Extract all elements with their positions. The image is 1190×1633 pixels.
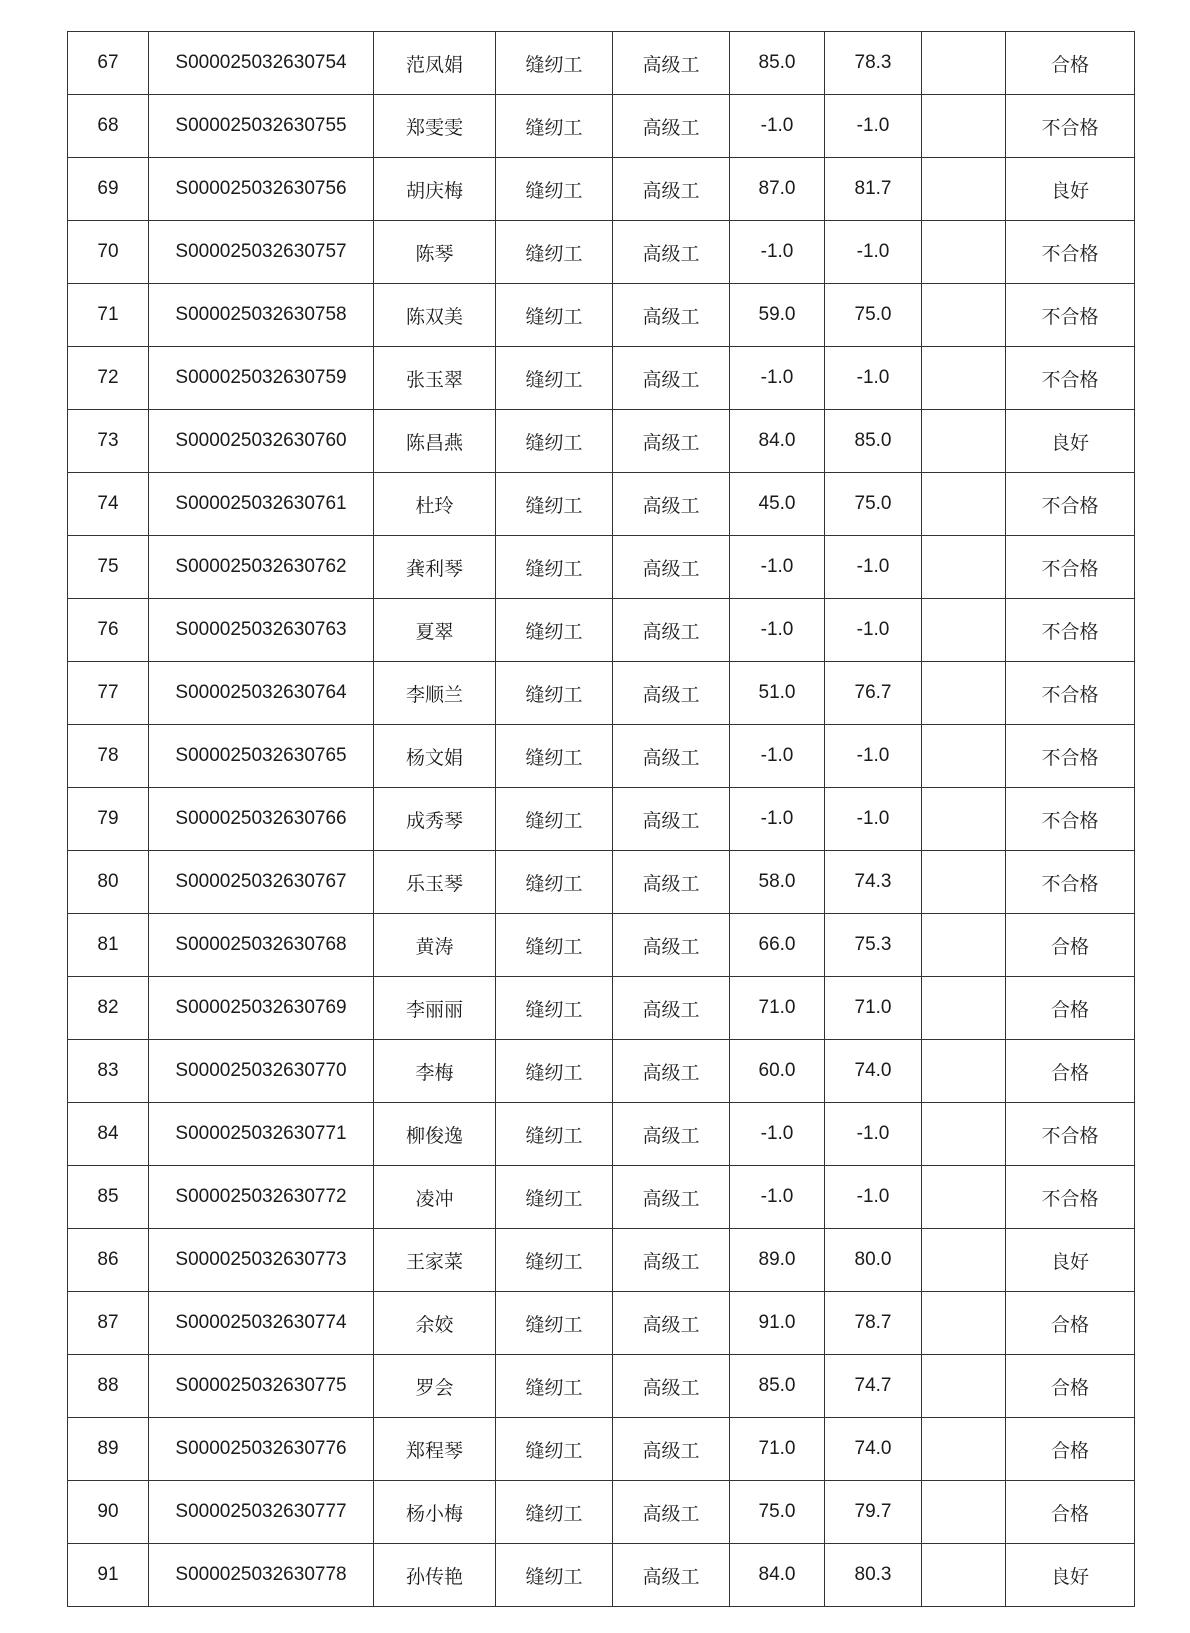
level-cell: 高级工 bbox=[613, 914, 730, 977]
skill-score-cell: 75.3 bbox=[825, 914, 922, 977]
remark-cell bbox=[922, 599, 1006, 662]
table-row bbox=[68, 473, 1135, 536]
remark-cell bbox=[922, 158, 1006, 221]
skill-score-cell: 74.0 bbox=[825, 1040, 922, 1103]
skill-score-cell: 74.0 bbox=[825, 1418, 922, 1481]
result-cell: 良好 bbox=[1006, 410, 1135, 473]
candidate-name-cell: 范凤娟 bbox=[374, 32, 496, 95]
level-cell: 高级工 bbox=[613, 284, 730, 347]
candidate-name-cell: 胡庆梅 bbox=[374, 158, 496, 221]
seq-cell: 78 bbox=[68, 725, 149, 788]
remark-cell bbox=[922, 1040, 1006, 1103]
seq-cell: 70 bbox=[68, 221, 149, 284]
table-row bbox=[68, 1418, 1135, 1481]
remark-cell bbox=[922, 1292, 1006, 1355]
trade-cell: 缝纫工 bbox=[496, 1229, 613, 1292]
candidate-name-cell: 陈琴 bbox=[374, 221, 496, 284]
candidate-name-cell: 凌冲 bbox=[374, 1166, 496, 1229]
ticket-number-cell: S000025032630759 bbox=[149, 347, 374, 410]
result-cell: 不合格 bbox=[1006, 1166, 1135, 1229]
candidate-name-cell: 李顺兰 bbox=[374, 662, 496, 725]
result-cell: 不合格 bbox=[1006, 347, 1135, 410]
seq-cell: 80 bbox=[68, 851, 149, 914]
seq-cell: 89 bbox=[68, 1418, 149, 1481]
table-row bbox=[68, 1166, 1135, 1229]
trade-cell: 缝纫工 bbox=[496, 410, 613, 473]
ticket-number-cell: S000025032630757 bbox=[149, 221, 374, 284]
skill-score-cell: 81.7 bbox=[825, 158, 922, 221]
seq-cell: 72 bbox=[68, 347, 149, 410]
result-cell: 不合格 bbox=[1006, 725, 1135, 788]
skill-score-cell: -1.0 bbox=[825, 788, 922, 851]
candidate-name-cell: 孙传艳 bbox=[374, 1544, 496, 1607]
result-cell: 合格 bbox=[1006, 1355, 1135, 1418]
level-cell: 高级工 bbox=[613, 788, 730, 851]
result-cell: 良好 bbox=[1006, 1229, 1135, 1292]
result-cell: 合格 bbox=[1006, 32, 1135, 95]
candidate-name-cell: 乐玉琴 bbox=[374, 851, 496, 914]
seq-cell: 76 bbox=[68, 599, 149, 662]
theory-score-cell: 85.0 bbox=[730, 32, 825, 95]
table-row bbox=[68, 410, 1135, 473]
trade-cell: 缝纫工 bbox=[496, 662, 613, 725]
ticket-number-cell: S000025032630755 bbox=[149, 95, 374, 158]
table-row bbox=[68, 1481, 1135, 1544]
candidate-name-cell: 陈昌燕 bbox=[374, 410, 496, 473]
ticket-number-cell: S000025032630775 bbox=[149, 1355, 374, 1418]
table-row bbox=[68, 536, 1135, 599]
remark-cell bbox=[922, 851, 1006, 914]
ticket-number-cell: S000025032630769 bbox=[149, 977, 374, 1040]
result-cell: 不合格 bbox=[1006, 662, 1135, 725]
trade-cell: 缝纫工 bbox=[496, 914, 613, 977]
seq-cell: 91 bbox=[68, 1544, 149, 1607]
remark-cell bbox=[922, 536, 1006, 599]
theory-score-cell: 75.0 bbox=[730, 1481, 825, 1544]
trade-cell: 缝纫工 bbox=[496, 347, 613, 410]
table-row bbox=[68, 599, 1135, 662]
ticket-number-cell: S000025032630766 bbox=[149, 788, 374, 851]
trade-cell: 缝纫工 bbox=[496, 284, 613, 347]
table-row bbox=[68, 788, 1135, 851]
skill-score-cell: -1.0 bbox=[825, 221, 922, 284]
seq-cell: 84 bbox=[68, 1103, 149, 1166]
candidate-name-cell: 陈双美 bbox=[374, 284, 496, 347]
trade-cell: 缝纫工 bbox=[496, 1355, 613, 1418]
remark-cell bbox=[922, 1481, 1006, 1544]
level-cell: 高级工 bbox=[613, 158, 730, 221]
skill-score-cell: 71.0 bbox=[825, 977, 922, 1040]
theory-score-cell: -1.0 bbox=[730, 788, 825, 851]
trade-cell: 缝纫工 bbox=[496, 977, 613, 1040]
level-cell: 高级工 bbox=[613, 1481, 730, 1544]
result-cell: 合格 bbox=[1006, 1292, 1135, 1355]
seq-cell: 86 bbox=[68, 1229, 149, 1292]
ticket-number-cell: S000025032630765 bbox=[149, 725, 374, 788]
level-cell: 高级工 bbox=[613, 410, 730, 473]
trade-cell: 缝纫工 bbox=[496, 1040, 613, 1103]
trade-cell: 缝纫工 bbox=[496, 1292, 613, 1355]
seq-cell: 68 bbox=[68, 95, 149, 158]
remark-cell bbox=[922, 788, 1006, 851]
table-row bbox=[68, 977, 1135, 1040]
theory-score-cell: 59.0 bbox=[730, 284, 825, 347]
seq-cell: 77 bbox=[68, 662, 149, 725]
candidate-name-cell: 李梅 bbox=[374, 1040, 496, 1103]
remark-cell bbox=[922, 473, 1006, 536]
result-cell: 合格 bbox=[1006, 1418, 1135, 1481]
theory-score-cell: 89.0 bbox=[730, 1229, 825, 1292]
remark-cell bbox=[922, 95, 1006, 158]
candidate-name-cell: 杨文娟 bbox=[374, 725, 496, 788]
skill-score-cell: 74.7 bbox=[825, 1355, 922, 1418]
seq-cell: 69 bbox=[68, 158, 149, 221]
ticket-number-cell: S000025032630777 bbox=[149, 1481, 374, 1544]
candidate-name-cell: 王家菜 bbox=[374, 1229, 496, 1292]
ticket-number-cell: S000025032630778 bbox=[149, 1544, 374, 1607]
candidate-name-cell: 罗会 bbox=[374, 1355, 496, 1418]
theory-score-cell: -1.0 bbox=[730, 347, 825, 410]
skill-score-cell: -1.0 bbox=[825, 1103, 922, 1166]
remark-cell bbox=[922, 284, 1006, 347]
result-cell: 不合格 bbox=[1006, 788, 1135, 851]
level-cell: 高级工 bbox=[613, 95, 730, 158]
ticket-number-cell: S000025032630770 bbox=[149, 1040, 374, 1103]
trade-cell: 缝纫工 bbox=[496, 473, 613, 536]
theory-score-cell: 71.0 bbox=[730, 1418, 825, 1481]
ticket-number-cell: S000025032630772 bbox=[149, 1166, 374, 1229]
table-row bbox=[68, 914, 1135, 977]
remark-cell bbox=[922, 914, 1006, 977]
table-row bbox=[68, 32, 1135, 95]
seq-cell: 88 bbox=[68, 1355, 149, 1418]
table-row bbox=[68, 1544, 1135, 1607]
ticket-number-cell: S000025032630761 bbox=[149, 473, 374, 536]
result-cell: 不合格 bbox=[1006, 221, 1135, 284]
exam-results-table bbox=[67, 31, 1135, 1607]
table-body bbox=[68, 32, 1135, 1607]
seq-cell: 85 bbox=[68, 1166, 149, 1229]
level-cell: 高级工 bbox=[613, 347, 730, 410]
theory-score-cell: 91.0 bbox=[730, 1292, 825, 1355]
seq-cell: 90 bbox=[68, 1481, 149, 1544]
trade-cell: 缝纫工 bbox=[496, 1544, 613, 1607]
remark-cell bbox=[922, 32, 1006, 95]
theory-score-cell: 45.0 bbox=[730, 473, 825, 536]
table-row bbox=[68, 347, 1135, 410]
level-cell: 高级工 bbox=[613, 1229, 730, 1292]
candidate-name-cell: 成秀琴 bbox=[374, 788, 496, 851]
trade-cell: 缝纫工 bbox=[496, 32, 613, 95]
candidate-name-cell: 黄涛 bbox=[374, 914, 496, 977]
remark-cell bbox=[922, 725, 1006, 788]
skill-score-cell: -1.0 bbox=[825, 536, 922, 599]
remark-cell bbox=[922, 221, 1006, 284]
candidate-name-cell: 郑雯雯 bbox=[374, 95, 496, 158]
theory-score-cell: 66.0 bbox=[730, 914, 825, 977]
trade-cell: 缝纫工 bbox=[496, 1166, 613, 1229]
theory-score-cell: -1.0 bbox=[730, 95, 825, 158]
remark-cell bbox=[922, 977, 1006, 1040]
theory-score-cell: -1.0 bbox=[730, 725, 825, 788]
result-cell: 不合格 bbox=[1006, 1103, 1135, 1166]
ticket-number-cell: S000025032630758 bbox=[149, 284, 374, 347]
table-row bbox=[68, 284, 1135, 347]
table-row bbox=[68, 1229, 1135, 1292]
remark-cell bbox=[922, 1166, 1006, 1229]
result-cell: 合格 bbox=[1006, 977, 1135, 1040]
trade-cell: 缝纫工 bbox=[496, 851, 613, 914]
theory-score-cell: 51.0 bbox=[730, 662, 825, 725]
skill-score-cell: 74.3 bbox=[825, 851, 922, 914]
skill-score-cell: -1.0 bbox=[825, 1166, 922, 1229]
skill-score-cell: 75.0 bbox=[825, 284, 922, 347]
table-row bbox=[68, 1292, 1135, 1355]
table-row bbox=[68, 158, 1135, 221]
ticket-number-cell: S000025032630764 bbox=[149, 662, 374, 725]
theory-score-cell: 87.0 bbox=[730, 158, 825, 221]
level-cell: 高级工 bbox=[613, 221, 730, 284]
ticket-number-cell: S000025032630763 bbox=[149, 599, 374, 662]
result-cell: 不合格 bbox=[1006, 536, 1135, 599]
theory-score-cell: 85.0 bbox=[730, 1355, 825, 1418]
result-cell: 良好 bbox=[1006, 158, 1135, 221]
ticket-number-cell: S000025032630773 bbox=[149, 1229, 374, 1292]
table-row bbox=[68, 1103, 1135, 1166]
trade-cell: 缝纫工 bbox=[496, 536, 613, 599]
candidate-name-cell: 郑程琴 bbox=[374, 1418, 496, 1481]
candidate-name-cell: 余姣 bbox=[374, 1292, 496, 1355]
result-cell: 合格 bbox=[1006, 1040, 1135, 1103]
level-cell: 高级工 bbox=[613, 599, 730, 662]
skill-score-cell: -1.0 bbox=[825, 347, 922, 410]
trade-cell: 缝纫工 bbox=[496, 1418, 613, 1481]
skill-score-cell: -1.0 bbox=[825, 95, 922, 158]
ticket-number-cell: S000025032630774 bbox=[149, 1292, 374, 1355]
candidate-name-cell: 柳俊逸 bbox=[374, 1103, 496, 1166]
skill-score-cell: 85.0 bbox=[825, 410, 922, 473]
theory-score-cell: -1.0 bbox=[730, 536, 825, 599]
result-cell: 不合格 bbox=[1006, 95, 1135, 158]
seq-cell: 67 bbox=[68, 32, 149, 95]
level-cell: 高级工 bbox=[613, 977, 730, 1040]
candidate-name-cell: 杜玲 bbox=[374, 473, 496, 536]
table-row bbox=[68, 221, 1135, 284]
result-cell: 不合格 bbox=[1006, 599, 1135, 662]
level-cell: 高级工 bbox=[613, 1355, 730, 1418]
candidate-name-cell: 龚利琴 bbox=[374, 536, 496, 599]
skill-score-cell: -1.0 bbox=[825, 725, 922, 788]
theory-score-cell: 84.0 bbox=[730, 1544, 825, 1607]
seq-cell: 71 bbox=[68, 284, 149, 347]
trade-cell: 缝纫工 bbox=[496, 221, 613, 284]
table-row bbox=[68, 95, 1135, 158]
level-cell: 高级工 bbox=[613, 851, 730, 914]
remark-cell bbox=[922, 410, 1006, 473]
level-cell: 高级工 bbox=[613, 32, 730, 95]
theory-score-cell: -1.0 bbox=[730, 221, 825, 284]
level-cell: 高级工 bbox=[613, 1040, 730, 1103]
seq-cell: 82 bbox=[68, 977, 149, 1040]
seq-cell: 79 bbox=[68, 788, 149, 851]
ticket-number-cell: S000025032630760 bbox=[149, 410, 374, 473]
skill-score-cell: 78.3 bbox=[825, 32, 922, 95]
ticket-number-cell: S000025032630756 bbox=[149, 158, 374, 221]
level-cell: 高级工 bbox=[613, 1103, 730, 1166]
trade-cell: 缝纫工 bbox=[496, 1481, 613, 1544]
theory-score-cell: 58.0 bbox=[730, 851, 825, 914]
seq-cell: 75 bbox=[68, 536, 149, 599]
trade-cell: 缝纫工 bbox=[496, 788, 613, 851]
ticket-number-cell: S000025032630754 bbox=[149, 32, 374, 95]
skill-score-cell: 78.7 bbox=[825, 1292, 922, 1355]
ticket-number-cell: S000025032630762 bbox=[149, 536, 374, 599]
level-cell: 高级工 bbox=[613, 473, 730, 536]
table-row bbox=[68, 662, 1135, 725]
result-cell: 不合格 bbox=[1006, 284, 1135, 347]
remark-cell bbox=[922, 1418, 1006, 1481]
candidate-name-cell: 杨小梅 bbox=[374, 1481, 496, 1544]
skill-score-cell: 76.7 bbox=[825, 662, 922, 725]
seq-cell: 81 bbox=[68, 914, 149, 977]
table-row bbox=[68, 851, 1135, 914]
seq-cell: 87 bbox=[68, 1292, 149, 1355]
remark-cell bbox=[922, 662, 1006, 725]
level-cell: 高级工 bbox=[613, 725, 730, 788]
theory-score-cell: -1.0 bbox=[730, 599, 825, 662]
result-cell: 合格 bbox=[1006, 914, 1135, 977]
remark-cell bbox=[922, 1103, 1006, 1166]
theory-score-cell: 71.0 bbox=[730, 977, 825, 1040]
level-cell: 高级工 bbox=[613, 662, 730, 725]
result-cell: 不合格 bbox=[1006, 851, 1135, 914]
skill-score-cell: 80.0 bbox=[825, 1229, 922, 1292]
theory-score-cell: 84.0 bbox=[730, 410, 825, 473]
theory-score-cell: -1.0 bbox=[730, 1103, 825, 1166]
skill-score-cell: 75.0 bbox=[825, 473, 922, 536]
seq-cell: 73 bbox=[68, 410, 149, 473]
seq-cell: 83 bbox=[68, 1040, 149, 1103]
theory-score-cell: 60.0 bbox=[730, 1040, 825, 1103]
result-cell: 不合格 bbox=[1006, 473, 1135, 536]
trade-cell: 缝纫工 bbox=[496, 95, 613, 158]
skill-score-cell: 79.7 bbox=[825, 1481, 922, 1544]
remark-cell bbox=[922, 1229, 1006, 1292]
candidate-name-cell: 张玉翠 bbox=[374, 347, 496, 410]
remark-cell bbox=[922, 1544, 1006, 1607]
remark-cell bbox=[922, 347, 1006, 410]
candidate-name-cell: 夏翠 bbox=[374, 599, 496, 662]
result-cell: 良好 bbox=[1006, 1544, 1135, 1607]
table-row bbox=[68, 1040, 1135, 1103]
result-cell: 合格 bbox=[1006, 1481, 1135, 1544]
level-cell: 高级工 bbox=[613, 1544, 730, 1607]
seq-cell: 74 bbox=[68, 473, 149, 536]
trade-cell: 缝纫工 bbox=[496, 1103, 613, 1166]
skill-score-cell: 80.3 bbox=[825, 1544, 922, 1607]
ticket-number-cell: S000025032630768 bbox=[149, 914, 374, 977]
level-cell: 高级工 bbox=[613, 1418, 730, 1481]
level-cell: 高级工 bbox=[613, 1166, 730, 1229]
level-cell: 高级工 bbox=[613, 1292, 730, 1355]
trade-cell: 缝纫工 bbox=[496, 158, 613, 221]
trade-cell: 缝纫工 bbox=[496, 725, 613, 788]
level-cell: 高级工 bbox=[613, 536, 730, 599]
ticket-number-cell: S000025032630771 bbox=[149, 1103, 374, 1166]
remark-cell bbox=[922, 1355, 1006, 1418]
table-row bbox=[68, 1355, 1135, 1418]
ticket-number-cell: S000025032630776 bbox=[149, 1418, 374, 1481]
theory-score-cell: -1.0 bbox=[730, 1166, 825, 1229]
trade-cell: 缝纫工 bbox=[496, 599, 613, 662]
skill-score-cell: -1.0 bbox=[825, 599, 922, 662]
ticket-number-cell: S000025032630767 bbox=[149, 851, 374, 914]
candidate-name-cell: 李丽丽 bbox=[374, 977, 496, 1040]
table-row bbox=[68, 725, 1135, 788]
